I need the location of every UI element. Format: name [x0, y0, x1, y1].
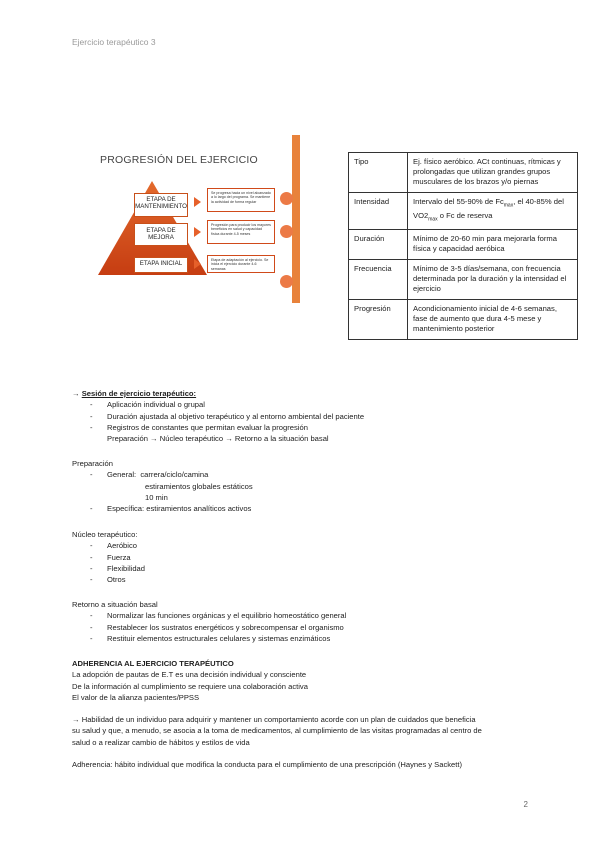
list-item: - Duración ajustada al objetivo terapéutico y al entorno ambiental del paciente [72, 411, 364, 422]
arrow-right-icon [194, 227, 201, 237]
table-key: Intensidad [349, 193, 408, 230]
adherence-line: El valor de la alianza pacientes/PPSS [72, 692, 200, 702]
adherence-line: La adopción de pautas de E.T es una decisión individual y consciente [72, 670, 307, 680]
table-value: Mínimo de 3-5 días/semana, con frecuencia determinada por la duración y la intensidad el ejercicio [408, 260, 578, 300]
pyramid-graphic [90, 135, 300, 303]
table-value: Intervalo del 55-90% de $Fc_{max}$, el 40-85% del $VO2_{max}$ o Fc de reserva [408, 193, 578, 230]
decorative-dot-icon [280, 225, 293, 238]
table-row [349, 260, 578, 300]
table-key: Tipo [349, 153, 408, 193]
list-item: - Fuerza [72, 552, 145, 563]
core-title: Núcleo terapéutico: [72, 530, 138, 539]
adherence-paragraph-line: salud o a realizar cambio de hábitos y estilos de vida [72, 737, 250, 747]
stage-desc-maintenance: Se progresa hacia un nivel alcanzado a lo largo del programa. Se mantiene la actividad de forma regular [207, 188, 275, 212]
list-item: - Flexibilidad [72, 563, 145, 574]
adherence-paragraph-line: → Habilidad de un individuo para adquirir y mantener un comportamiento acorde con un plan de cuidados que beneficia [72, 715, 476, 725]
list-item: - Restituir elementos estructurales celulares y sistemas enzimáticos [72, 633, 346, 644]
list-item: - Aeróbico [72, 540, 145, 551]
session-section [72, 388, 364, 444]
table-value: Acondicionamiento inicial de 4-6 semanas, fase de aumento que dura 4-5 mese y mantenimiento posterior [408, 300, 578, 340]
list-item: - Normalizar las funciones orgánicas y el equilibrio homeostático general [72, 610, 346, 621]
page-header: Ejercicio terapéutico 3 [72, 37, 156, 47]
stage-label-initial: ETAPA INICIAL [134, 257, 188, 273]
adherence-line: De la información al cumplimiento se requiere una colaboración activa [72, 681, 308, 691]
adherence-section [72, 658, 482, 770]
table-key: Duración [349, 230, 408, 260]
list-item: - Específica: estiramientos analíticos activos [72, 503, 253, 514]
preparation-section [72, 458, 253, 514]
stage-desc-improvement: Progresión para producir los mayores beneficios en salud y capacidad física durante 4-5 meses [207, 220, 275, 244]
list-item: - General: carrera/ciclo/camina [72, 469, 253, 480]
table-row [349, 193, 578, 230]
table-value: Mínimo de 20-60 min para mejorarla forma física y capacidad aeróbica [408, 230, 578, 260]
stage-desc-initial: Etapa de adaptación al ejercicio. Se inicia el ejercicio durante 4-6 semanas [207, 255, 275, 273]
table-row [349, 153, 578, 193]
return-section [72, 599, 346, 644]
decorative-dot-icon [280, 192, 293, 205]
adherence-title: ADHERENCIA AL EJERCICIO TERAPÉUTICO [72, 659, 234, 668]
session-flow: Preparación → Núcleo terapéutico → Retorno a la situación basal [107, 434, 329, 444]
list-item: - Restablecer los sustratos energéticos y sobrecompensar el organismo [72, 622, 346, 633]
session-heading: → Sesión de ejercicio terapéutico: [72, 389, 197, 398]
list-item-continuation: 10 min [145, 492, 168, 502]
table-row [349, 230, 578, 260]
list-item: - Registros de constantes que permitan evaluar la progresión [72, 422, 364, 433]
exercise-prescription-table [348, 152, 578, 340]
progression-slide-figure [90, 135, 300, 303]
core-section [72, 529, 145, 585]
slide-title: PROGRESIÓN DEL EJERCICIO [100, 154, 258, 166]
adherence-paragraph-line: su salud y que, a menudo, se asocia a la toma de medicamentos, al cumplimiento de las visitas programadas al centro de [72, 726, 482, 736]
page-number: 2 [523, 800, 528, 809]
adherence-definition: Adherencia: hábito individual que modifica la conducta para el cumplimiento de una prescripción (Haynes y Sackett) [72, 760, 463, 770]
stage-label-improvement: ETAPA DE MEJORA [134, 223, 188, 246]
return-title: Retorno a situación basal [72, 600, 158, 609]
arrow-right-icon [194, 197, 201, 207]
list-item: - Otros [72, 574, 145, 585]
decorative-dot-icon [280, 275, 293, 288]
preparation-title: Preparación [72, 459, 113, 468]
table-key: Progresión [349, 300, 408, 340]
table-row [349, 300, 578, 340]
stage-label-maintenance: ETAPA DE MANTENIMIENTO [134, 193, 188, 217]
list-item-continuation: estiramientos globales estáticos [145, 481, 253, 491]
arrow-right-icon [194, 259, 201, 269]
list-item: - Aplicación individual o grupal [72, 399, 364, 410]
session-title: Sesión de ejercicio terapéutico: [81, 389, 197, 398]
table-value: Ej. físico aeróbico. ACt continuas, rítmicas y prolongadas que utilizan grandes grupos musculares de los brazos y/o piernas [408, 153, 578, 193]
table-key: Frecuencia [349, 260, 408, 300]
